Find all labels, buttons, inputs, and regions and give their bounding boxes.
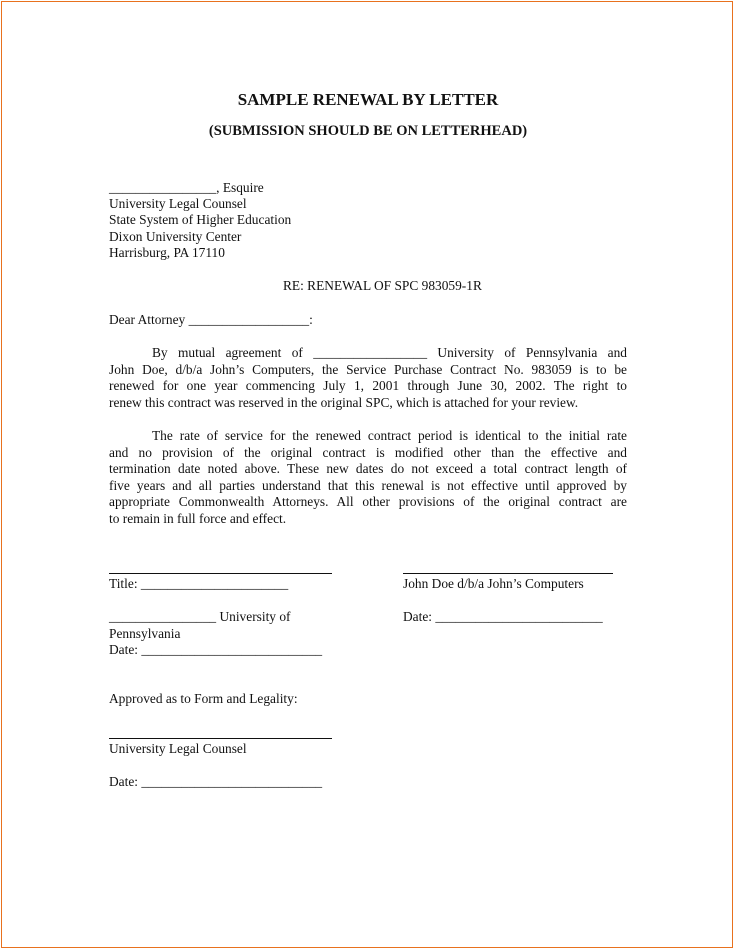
university-name-line: ________________ University of bbox=[109, 609, 291, 624]
address-line: State System of Higher Education bbox=[109, 212, 292, 227]
paragraph-line: John Doe, d/b/a John’s Computers, the Service Purchase Contract No. 983059 is to be bbox=[109, 361, 627, 377]
paragraph-terms bbox=[109, 428, 627, 527]
paragraph-line: renewed for one year commencing July 1, 2001 through June 30, 2002. The right to bbox=[109, 378, 627, 393]
address-line: University Legal Counsel bbox=[109, 196, 247, 211]
legal-counsel-label: University Legal Counsel bbox=[109, 741, 247, 756]
contractor-signature-line bbox=[403, 573, 613, 574]
approval-label: Approved as to Form and Legality: bbox=[109, 691, 298, 706]
date-field-contractor: Date: _________________________ bbox=[403, 609, 603, 624]
document-title: SAMPLE RENEWAL BY LETTER bbox=[237, 90, 499, 109]
paragraph-line: The rate of service for the renewed contract period is identical to the initial rate bbox=[152, 428, 627, 443]
paragraph-line: appropriate Commonwealth Attorneys. All other provisions of the original contract are bbox=[109, 494, 627, 509]
paragraph-line: termination date noted above. These new dates do not exceed a total contract length of bbox=[109, 461, 627, 476]
address-line: ________________, Esquire bbox=[109, 180, 264, 195]
address-line: Dixon University Center bbox=[109, 229, 242, 244]
title-field: Title: ______________________ bbox=[109, 576, 289, 591]
paragraph-line: renew this contract was reserved in the original SPC, which is attached for your review. bbox=[109, 394, 579, 410]
re-line: RE: RENEWAL OF SPC 983059-1R bbox=[283, 278, 482, 293]
paragraph-line: By mutual agreement of _________________ University of Pennsylvania and bbox=[152, 345, 627, 360]
paragraph-line: and no provision of the original contract is modified other than the effective and bbox=[109, 444, 627, 460]
address-line: Harrisburg, PA 17110 bbox=[109, 245, 225, 260]
salutation: Dear Attorney __________________: bbox=[109, 312, 313, 327]
date-field-university: Date: ___________________________ bbox=[109, 642, 323, 657]
paragraph-line: to remain in full force and effect. bbox=[109, 510, 287, 526]
university-signature-line bbox=[109, 573, 332, 574]
legal-counsel-signature-line bbox=[109, 738, 332, 739]
document-subtitle: (SUBMISSION SHOULD BE ON LETTERHEAD) bbox=[208, 123, 528, 139]
university-name-line: Pennsylvania bbox=[109, 626, 181, 641]
paragraph-line: five years and all parties understand that this renewal is not effective until approved by bbox=[109, 477, 627, 493]
contractor-name: John Doe d/b/a John’s Computers bbox=[403, 576, 584, 591]
paragraph-agreement bbox=[109, 345, 627, 411]
date-field-legal: Date: ___________________________ bbox=[109, 774, 323, 789]
